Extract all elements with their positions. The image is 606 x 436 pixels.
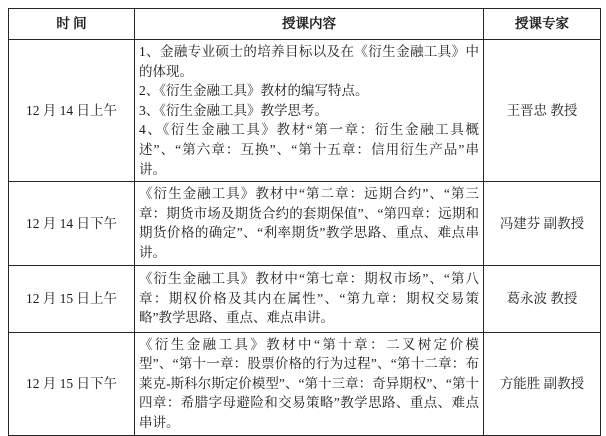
- time-cell: 12 月 15 日上午: [9, 265, 135, 332]
- table-header-row: [9, 9, 601, 40]
- table-row: [9, 265, 601, 332]
- header-expert: 授课专家: [484, 9, 601, 40]
- time-cell: 12 月 15 日下午: [9, 332, 135, 435]
- expert-cell: 方能胜 副教授: [484, 332, 601, 435]
- time-cell: 12 月 14 日上午: [9, 40, 135, 182]
- expert-cell: 冯建芬 副教授: [484, 182, 601, 265]
- content-cell: 《衍生金融工具》教材中“第十章：二叉树定价模型”、“第十一章：股票价格的行为过程”、“第十二章：布莱克-斯科尔斯定价模型”、“第十三章：奇异期权”、“第十四章：希腊字母避险和交易策略”教学思路、重点、难点串讲。: [135, 332, 484, 435]
- table-row: [9, 40, 601, 182]
- expert-cell: 葛永波 教授: [484, 265, 601, 332]
- content-cell: 《衍生金融工具》教材中“第七章：期权市场”、“第八章：期权价格及其内在属性”、“第九章：期权交易策略”教学思路、重点、难点串讲。: [135, 265, 484, 332]
- table-row: [9, 332, 601, 435]
- header-time: 时 间: [9, 9, 135, 40]
- table-row: [9, 182, 601, 265]
- content-cell: 1、金融专业硕士的培养目标以及在《衍生金融工具》中的体现。 2、《衍生金融工具》教材的编写特点。 3、《衍生金融工具》教学思考。 4、《衍生金融工具》教材“第一章：衍生金融工具概述”、“第六章：互换”、“第十五章：信用衍生产品”串讲。: [135, 40, 484, 182]
- content-cell: 《衍生金融工具》教材中“第二章：远期合约”、“第三章：期货市场及期货合约的套期保值”、“第四章：远期和期货价格的确定”、“利率期货”教学思路、重点、难点串讲。: [135, 182, 484, 265]
- header-content: 授课内容: [135, 9, 484, 40]
- time-cell: 12 月 14 日下午: [9, 182, 135, 265]
- expert-cell: 王晋忠 教授: [484, 40, 601, 182]
- lecture-schedule-table: [8, 8, 601, 436]
